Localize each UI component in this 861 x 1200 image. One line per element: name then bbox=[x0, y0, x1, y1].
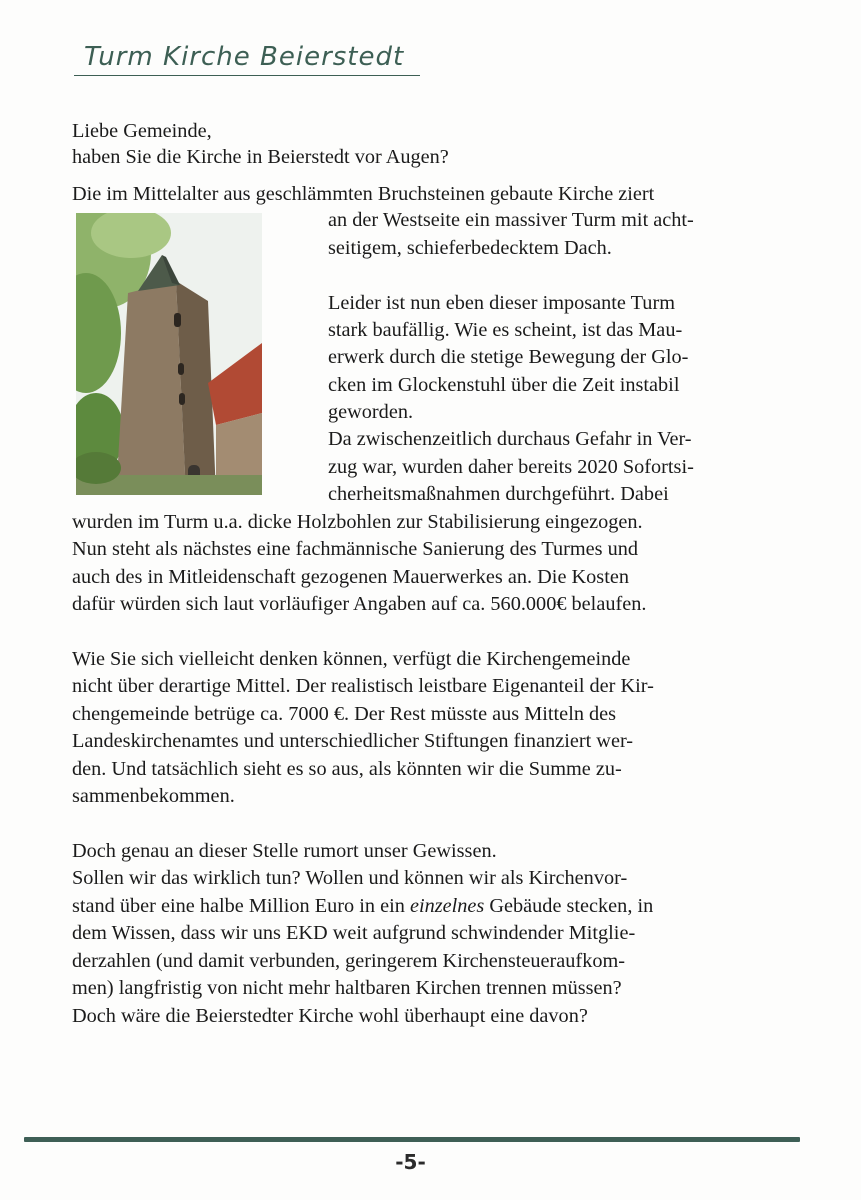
body-line: erwerk durch die stetige Bewegung der Glo- bbox=[328, 346, 689, 368]
body-line: Doch wäre die Beierstedter Kirche wohl überhaupt eine davon? bbox=[72, 1005, 588, 1027]
body-line: derzahlen (und damit verbunden, geringerem Kirchensteueraufkom- bbox=[72, 950, 626, 972]
body-line: Sollen wir das wirklich tun? Wollen und können wir als Kirchenvor- bbox=[72, 867, 628, 889]
body-line: Doch genau an dieser Stelle rumort unser Gewissen. bbox=[72, 840, 497, 862]
body-line: auch des in Mitleidenschaft gezogenen Mauerwerkes an. Die Kosten bbox=[72, 566, 629, 588]
body-line: nicht über derartige Mittel. Der realistisch leistbare Eigenanteil der Kir- bbox=[72, 675, 654, 697]
body-line: geworden. bbox=[328, 401, 414, 423]
body-line: den. Und tatsächlich sieht es so aus, als könnten wir die Summe zu- bbox=[72, 758, 622, 780]
body-line: cken im Glockenstuhl über die Zeit instabil bbox=[328, 374, 680, 396]
body-line: Landeskirchenamtes und unterschiedlicher Stiftungen finanziert wer- bbox=[72, 730, 634, 752]
body-line: sammenbekommen. bbox=[72, 785, 235, 807]
body-line: zug war, wurden daher bereits 2020 Sofortsi- bbox=[328, 456, 694, 478]
body-line: Leider ist nun eben dieser imposante Turm bbox=[328, 292, 675, 314]
page-title: Turm Kirche Beierstedt bbox=[84, 42, 405, 72]
body-line-part: stand über eine halbe Million Euro in ein bbox=[72, 895, 410, 917]
body-line: an der Westseite ein massiver Turm mit acht- bbox=[328, 209, 694, 231]
body-line bbox=[72, 893, 653, 919]
body-line: Die im Mittelalter aus geschlämmten Bruchsteinen gebaute Kirche ziert bbox=[72, 183, 655, 205]
body-line: Da zwischenzeitlich durchaus Gefahr in Ver- bbox=[328, 428, 692, 450]
body-line: stark baufällig. Wie es scheint, ist das Mau- bbox=[328, 319, 683, 341]
body-line: dem Wissen, dass wir uns EKD weit aufgrund schwindender Mitglie- bbox=[72, 922, 636, 944]
church-tower-photo bbox=[76, 213, 262, 495]
body-line: Liebe Gemeinde, bbox=[72, 120, 212, 142]
body-line: wurden im Turm u.a. dicke Holzbohlen zur Stabilisierung eingezogen. bbox=[72, 511, 643, 533]
emphasized-word: einzelnes bbox=[409, 895, 485, 917]
body-line: cherheitsmaßnahmen durchgeführt. Dabei bbox=[328, 483, 669, 505]
body-line: Wie Sie sich vielleicht denken können, verfügt die Kirchengemeinde bbox=[72, 648, 631, 670]
body-line: dafür würden sich laut vorläufiger Angaben auf ca. 560.000€ belaufen. bbox=[72, 593, 647, 615]
body-line: chengemeinde betrüge ca. 7000 €. Der Rest müsste aus Mitteln des bbox=[72, 703, 617, 725]
title-underline bbox=[74, 75, 420, 76]
body-line-part: Gebäude stecken, in bbox=[484, 895, 654, 917]
footer-rule bbox=[24, 1137, 800, 1142]
body-line: haben Sie die Kirche in Beierstedt vor Augen? bbox=[72, 146, 449, 168]
body-line: seitigem, schieferbedecktem Dach. bbox=[328, 237, 612, 259]
body-line: Nun steht als nächstes eine fachmännische Sanierung des Turmes und bbox=[72, 538, 639, 560]
body-line: men) langfristig von nicht mehr haltbaren Kirchen trennen müssen? bbox=[72, 977, 622, 999]
page-number: -5- bbox=[395, 1150, 426, 1174]
